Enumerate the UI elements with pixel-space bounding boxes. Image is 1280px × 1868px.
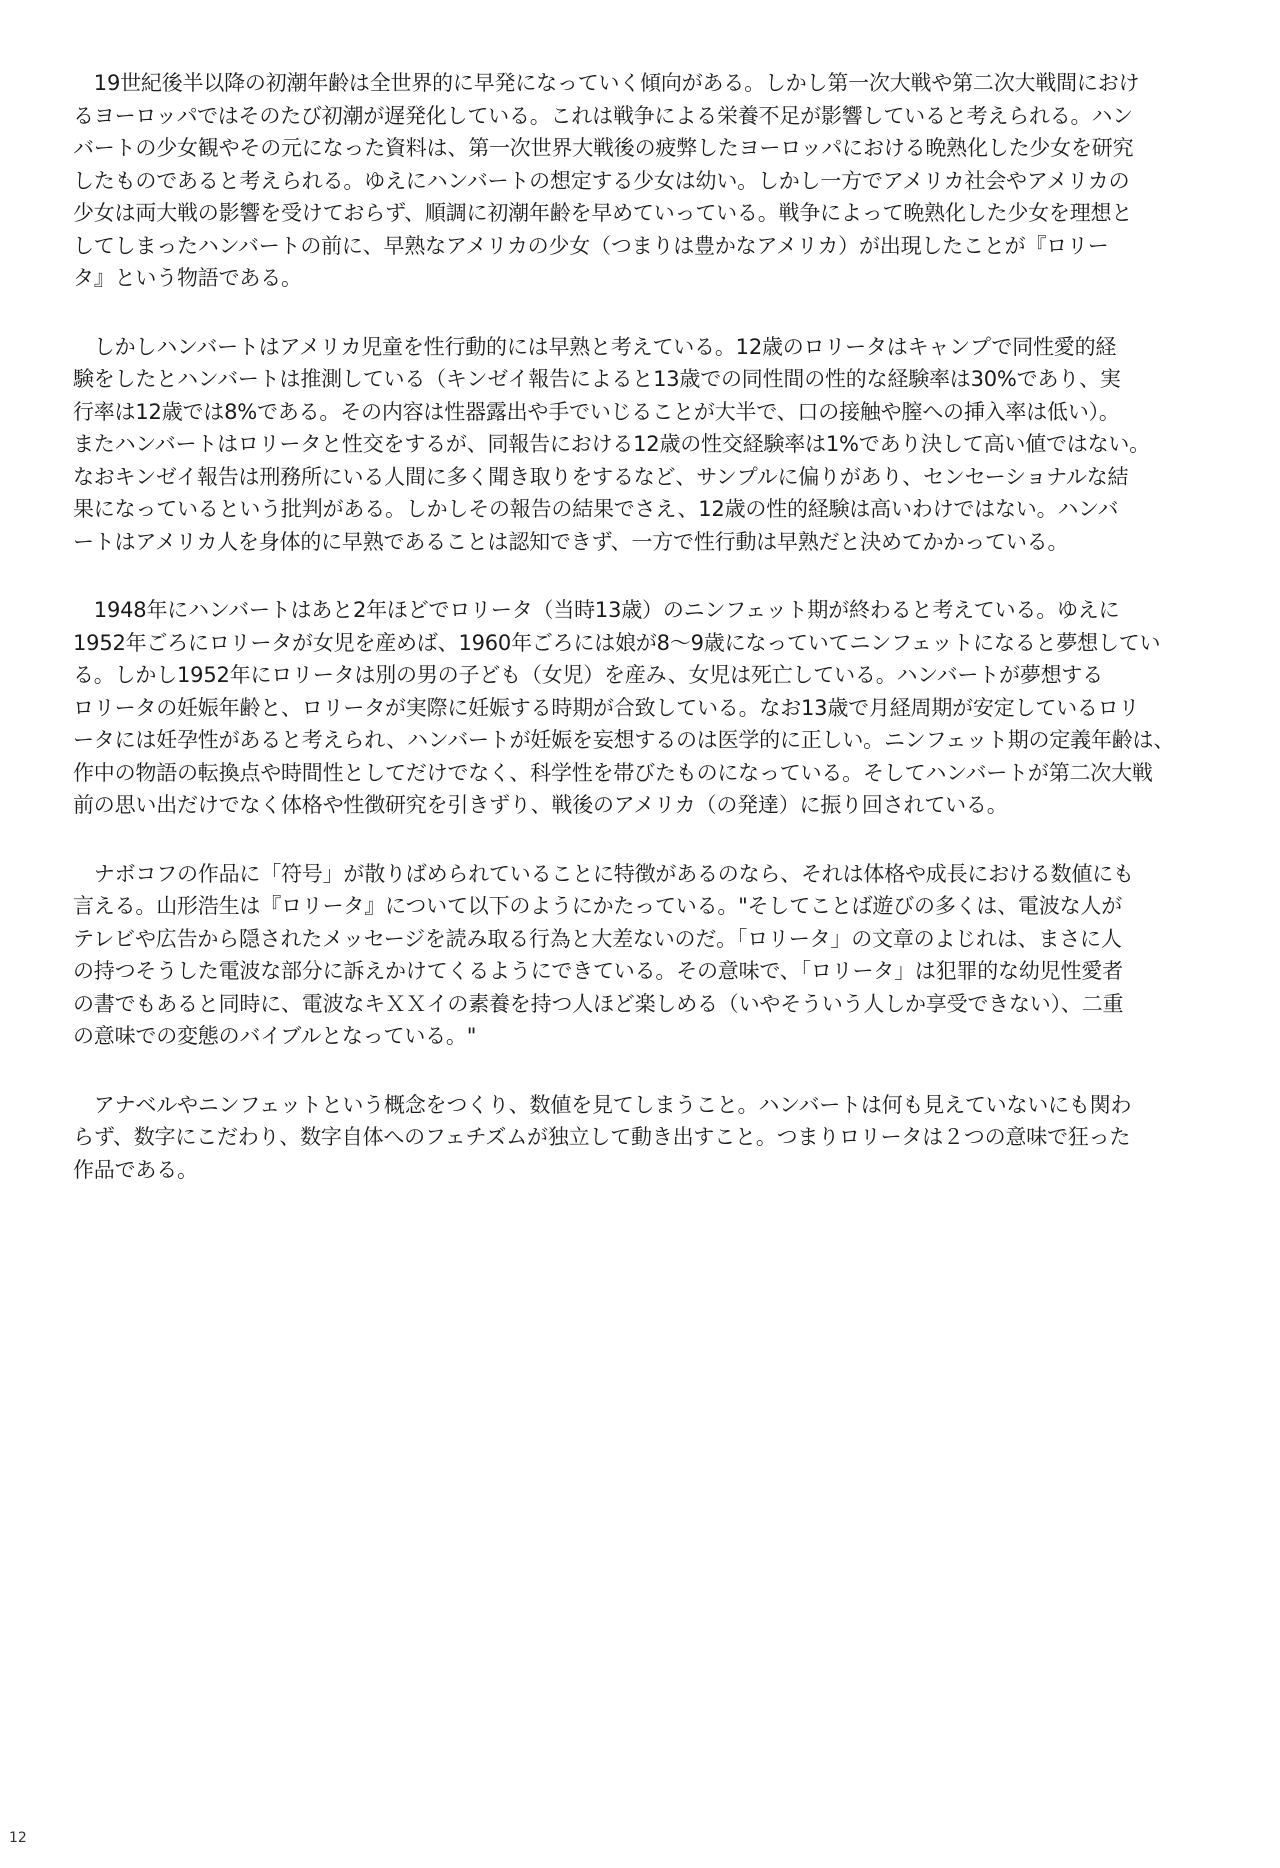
text-line: 19世紀後半以降の初潮年齢は全世界的に早発になっていく傾向がある。しかし第一次大戦や第二次大戦間におけ xyxy=(73,71,1140,95)
paragraph-5 xyxy=(73,1089,1218,1187)
text-line: 1948年にハンバートはあと2年ほどでロリータ（当時13歳）のニンフェット期が終わると考えている。ゆえに xyxy=(73,598,1120,622)
paragraph-3 xyxy=(73,594,1218,822)
text-line: るヨーロッパではそのたび初潮が遅発化している。これは戦争による栄養不足が影響していると考えられる。ハン xyxy=(73,103,1133,128)
text-line: なおキンゼイ報告は刑務所にいる人間に多く聞き取りをするなど、サンプルに偏りがあり、センセーショナルな結 xyxy=(73,464,1129,489)
page-body xyxy=(73,67,1218,1222)
text-line: バートの少女観やその元になった資料は、第一次世界大戦後の疲弊したヨーロッパにおける晩熟化した少女を研究 xyxy=(73,136,1134,160)
text-line: る。しかし1952年にロリータは別の男の子ども（女児）を産み、女児は死亡している。ハンバートが夢想する xyxy=(73,663,1104,687)
text-line: 少女は両大戦の影響を受けておらず、順調に初潮年齢を早めていっている。戦争によって晩熟化した少女を理想と xyxy=(73,201,1133,225)
text-line: 前の思い出だけでなく体格や性徴研究を引きずり、戦後のアメリカ（の発達）に振り回されている。 xyxy=(73,793,1008,817)
text-line: 験をしたとハンバートは推測している（キンゼイ報告によると13歳での同性間の性的な経験率は30%であり、実 xyxy=(73,367,1121,391)
text-line: ロリータの妊娠年齢と、ロリータが実際に妊娠する時期が合致している。なお13歳で月経周期が安定しているロリ xyxy=(73,695,1140,720)
text-line: 作中の物語の転換点や時間性としてだけでなく、科学性を帯びたものになっている。そしてハンバートが第二次大戦 xyxy=(73,760,1153,785)
text-line: 果になっているという批判がある。しかしその報告の結果でさえ、12歳の性的経験は高いわけではない。ハンバ xyxy=(73,497,1119,521)
text-line: ナボコフの作品に「符号」が散りばめられていることに特徴があるのなら、それは体格や成長における数値にも xyxy=(73,861,1134,886)
text-line: アナベルやニンフェットという概念をつくり、数値を見てしまうこと。ハンバートは何も見えていないにも関わ xyxy=(73,1092,1132,1117)
page-number: 12 xyxy=(9,1830,27,1846)
text-line: の意味での変態のバイブルとなっている。" xyxy=(73,1024,477,1048)
text-line: ータには妊孕性があると考えられ、ハンバートが妊娠を妄想するのは医学的に正しい。ニンフェット期の定義年齢は、 xyxy=(73,728,1175,752)
paragraph-4 xyxy=(73,858,1218,1053)
text-line: テレビや広告から隠されたメッセージを読み取る行為と大差ないのだ。「ロリータ」の文章のよじれは、まさに人 xyxy=(73,926,1122,951)
text-line: 作品である。 xyxy=(73,1157,198,1182)
text-line: 行率は12歳では8%である。その内容は性器露出や手でいじることが大半で、口の接触や膣への挿入率は低い）。 xyxy=(73,399,1120,424)
text-line: 言える。山形浩生は『ロリータ』について以下のようにかたっている。"そしてことば遊びの多くは、電波な人が xyxy=(73,894,1123,918)
text-line: またハンバートはロリータと性交をするが、同報告における12歳の性交経験率は1%であり決して高い値ではない。 xyxy=(73,432,1150,456)
text-line: の持つそうした電波な部分に訴えかけてくるようにできている。その意味で、「ロリータ」は犯罪的な幼児性愛者 xyxy=(73,959,1123,983)
text-line: の書でもあると同時に、電波なキＸＸイの素養を持つ人ほど楽しめる（いやそういう人しか享受できない）、二重 xyxy=(73,991,1124,1016)
text-line: しかしハンバートはアメリカ児童を性行動的には早熟と考えている。12歳のロリータはキャンプで同性愛的経 xyxy=(73,334,1117,359)
paragraph-1 xyxy=(73,67,1218,295)
paragraph-2 xyxy=(73,331,1218,559)
text-line: したものであると考えられる。ゆえにハンバートの想定する少女は幼い。しかし一方でアメリカ社会やアメリカの xyxy=(73,168,1130,193)
text-line: らず、数字にこだわり、数字自体へのフェチズムが独立して動き出すこと。つまりロリータは２つの意味で狂った xyxy=(73,1125,1131,1149)
text-line: タ』という物語である。 xyxy=(73,266,302,290)
text-line: ートはアメリカ人を身体的に早熟であることは認知できず、一方で性行動は早熟だと決めてかかっている。 xyxy=(73,529,1069,554)
text-line: してしまったハンバートの前に、早熟なアメリカの少女（つまりは豊かなアメリカ）が出現したことが『ロリー xyxy=(73,233,1109,258)
text-line: 1952年ごろにロリータが女児を産めば、1960年ごろには娘が8〜9歳になっていてニンフェットになると夢想してい xyxy=(73,630,1161,655)
